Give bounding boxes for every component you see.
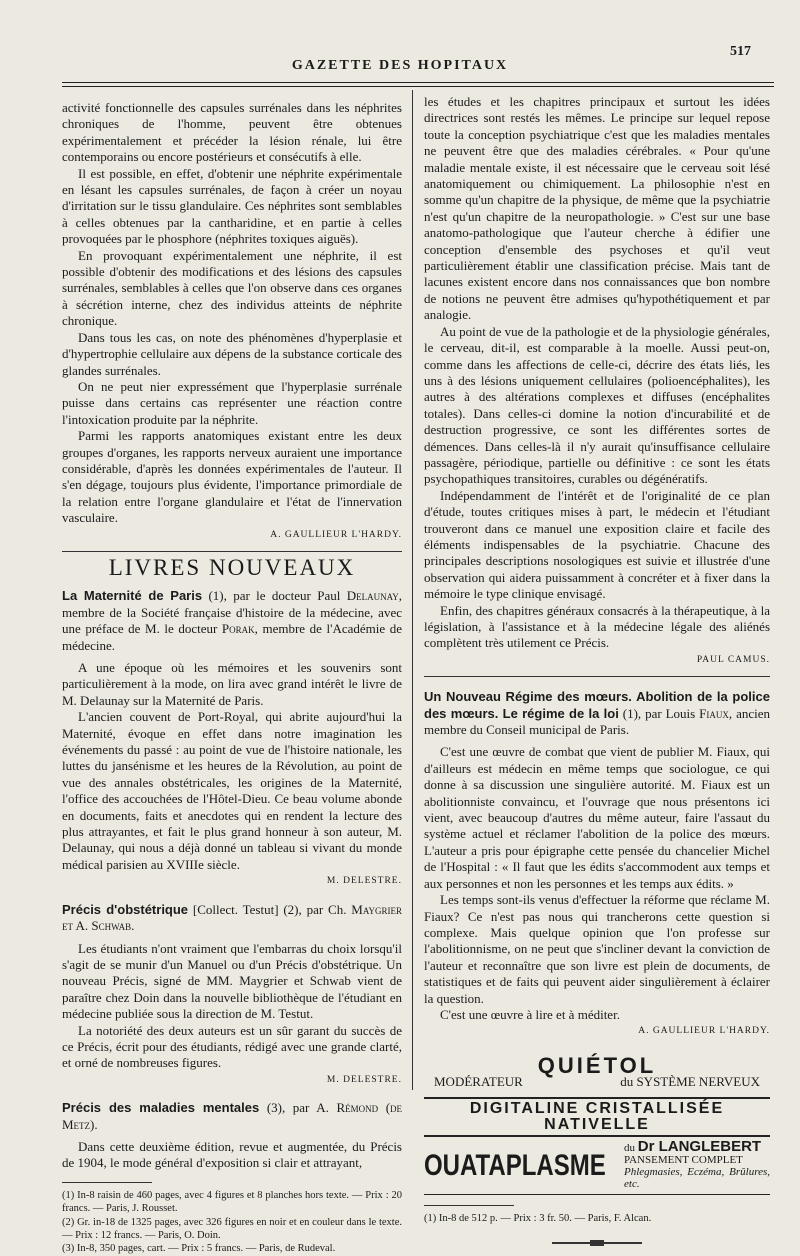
book-ref: (1), par Louis: [622, 705, 696, 721]
book-title: Précis d'obstétrique: [62, 901, 189, 917]
book-ref: [Collect. Testut] (2), par Ch.: [192, 901, 347, 917]
book-heading: [62, 1100, 402, 1133]
book-author: Delaunay,: [346, 588, 403, 604]
footnote-rule: [62, 1182, 152, 1183]
left-column: [62, 100, 402, 1256]
ad-du: du: [624, 1142, 635, 1155]
paragraph: Dans tous les cas, on note des phénomènes d'hyperplasie et d'hypertrophie cellulaire aux dépens de la substance corticale des glandes surrénales.: [62, 329, 402, 378]
paragraph: Enfin, des chapitres généraux consacrés à la thérapeutique, à la législation, à l'assistance et à la médecine légale des aliénés complètent très utilement ce Précis.: [424, 602, 770, 651]
right-column: [424, 94, 770, 1252]
paragraph: A une époque où les mémoires et les souvenirs sont particulièrement à la mode, on lira avec grand intérêt le livre de M. Delaunay sur la Maternité de Paris.: [62, 660, 402, 708]
ad-langlebert-block: [624, 1138, 770, 1191]
page-number: 517: [730, 44, 751, 59]
signature: A. GAULLIEUR L'HARDY.: [638, 1026, 770, 1037]
book-heading: [62, 902, 402, 935]
paragraph: L'ancien couvent de Port-Royal, qui abrite aujourd'hui la Maternité, évoque en effet dans notre imagination les événements du passé : au point de vue de l'histoire nationale, les luttes du jansénisme et les heures de la Révolution, au point de vue des annales obstétricales, les origines de la Maternité, l'office des accouchées de l'Hôtel-Dieu. Ce beau volume abonde en documents, faits et anecdotes qui en rendent la lecture des plus attrayantes, et fait le plus grand honneur à son auteur, M. Delaunay, qui nous a déjà donné un tableau si vivant du monde médical parisien au XVIIIe siècle.: [62, 709, 402, 872]
paragraph: Dans cette deuxième édition, revue et augmentée, du Précis de 1904, le mode général d'exposition si clair et attrayant,: [62, 1138, 402, 1171]
book-info: membre de l'Académie de médecine.: [62, 621, 402, 653]
section-title: LIVRES NOUVEAUX: [108, 554, 356, 580]
book-author: Fiaux,: [699, 705, 733, 721]
book-preface: Porak,: [221, 621, 258, 637]
ad-moderateur: MODÉRATEUR: [434, 1074, 523, 1090]
book-ref: (3), par A.: [266, 1100, 329, 1116]
page-title: GAZETTE DES HOPITAUX: [291, 58, 509, 73]
footnote: (1) In-8 de 512 p. — Prix : 3 fr. 50. — Paris, F. Alcan.: [424, 1213, 652, 1225]
ornament: [424, 1236, 770, 1252]
paragraph: Parmi les rapports anatomiques existant entre les deux groupes d'organes, les rapports nerveux auraient une importance considérable, d'après les données expérimentales de l'auteur. Il s'en dégage, toujours plus évidente, l'importance primordiale de la relation entre l'organe glandulaire et l'état de l'innervation vasculaire.: [62, 428, 402, 526]
paragraph: Les étudiants n'ont vraiment que l'embarras du choix lorsqu'il s'agit de se munir d'un Manuel ou d'un Précis d'obstétrique. Un nouveau Précis, signé de MM. Maygrier et Schwab vient de paraître chez Doin dans la nouvelle bibliothèque de l'étudiant en médecine publiée sous la direction de M. Testut.: [62, 940, 402, 1022]
advertisement: [424, 1052, 770, 1196]
signature: PAUL CAMUS.: [696, 654, 770, 665]
paragraph: Au point de vue de la pathologie et de la physiologie générales, le cerveau, dit-il, est comparable à la moelle. Aussi peut-on, comme dans les affections de celle-ci, décrire des états liés, les uns à des lésions uniquement cellulaires (polioencéphalites), les autres à des altérations complexes et diffuses (encéphalites totales). Dans celles-ci domine la notion d'incurabilité et de destruction progressive, ce sont les différentes sortes de démences. Dans celles-là il n'y aurait qu'insuffisance cellulaire passagère, périodique, partielle ou définitive : ce sont les états psychopathiques transitoires, curables ou dégénératifs.: [424, 323, 770, 487]
ad-systeme: du SYSTÈME NERVEUX: [620, 1074, 760, 1090]
book-info: membre de la Société française d'histoire de la médecine, avec une préface de M. le docteur: [62, 604, 402, 637]
paragraph: C'est une œuvre de combat que vient de publier M. Fiaux, qui d'ailleurs est médecin en même temps que sociologue, ce qui donne à sa discussion une singulière autorité. M. Fiaux est un abolitionniste convaincu, et l'ouvrage que nous présentons ici vient, avec beaucoup d'autres du même auteur, faire l'assaut du système actuel et réclamer l'abolition de la police des mœurs. L'auteur a pris pour épigraphe cette pensée du chancelier Michel de l'Hospital : « Il faut que les édits s'accommodent aux temps et aux personnes et non les personnes et les temps aux édits. »: [424, 744, 770, 891]
footnote: (1) In-8 raisin de 460 pages, avec 4 figures et 8 planches hors texte. — Prix : 20 francs. — Paris, J. Rousset.: [62, 1189, 402, 1215]
book-title: Précis des maladies mentales: [62, 1100, 260, 1116]
book-heading: [62, 588, 402, 654]
signature: M. DELESTRE.: [326, 1074, 402, 1085]
paragraph: Indépendamment de l'intérêt et de l'originalité de ce plan d'étude, toutes critiques mises à part, le médecin et l'étudiant trouveront dans ce manuel une exposition claire et facile des éléments indispensables de la psychiatrie. Chacune des principales descriptions nosologiques est suivie et illustrée d'une observation qui aidera puissamment à concréter et à fixer dans la mémoire le type clinique envisagé.: [424, 487, 770, 602]
ad-uses: Phlegmasies, Eczéma, Brûlures, etc.: [624, 1166, 770, 1191]
ad-pansement: PANSEMENT COMPLET: [624, 1154, 743, 1167]
header-rule: [62, 82, 774, 87]
book-heading: [424, 689, 770, 738]
ornament-rule-icon: [552, 1240, 642, 1246]
footnote-rule: [424, 1205, 514, 1206]
paragraph: activité fonctionnelle des capsules surrénales dans les néphrites chroniques de l'homme, peuvent être obtenues expérimentalement et précéder la lésion rénale, lui être contemporains ou encore postérieurs et consécutifs à elle.: [62, 100, 402, 165]
footnote: (2) Gr. in-18 de 1325 pages, avec 326 figures en noir et en couleur dans le texte. — Prix : 12 francs. — Paris, O. Doin.: [62, 1216, 402, 1241]
ad-ouataplasme: OUATAPLASME: [424, 1148, 606, 1182]
signature: A. GAULLIEUR L'HARDY.: [270, 529, 402, 540]
book-author: Maygrier et A. Schwab.: [62, 901, 403, 934]
paragraph: On ne peut nier expressément que l'hyperplasie surrénale puisse dans certains cas représenter une réaction contre l'intoxication produite par la néphrite.: [62, 378, 402, 427]
book-title: Un Nouveau Régime des mœurs. Abolition de la police des mœurs. Le régime de la loi: [424, 689, 770, 721]
signature: M. DELESTRE.: [326, 876, 402, 887]
paragraph: La notoriété des deux auteurs est un sûr garant du succès de ce Précis, écrit pour des étudiants, rédigé avec une grande clarté, et orné de nombreuses figures.: [62, 1022, 402, 1071]
ad-digitaline: DIGITALINE CRISTALLISÉE NATIVELLE: [424, 1097, 770, 1138]
paragraph: Les temps sont-ils venus d'effectuer la réforme que réclame M. Fiaux? Ce n'est pas nous qui trancherons cette question si complexe. Mais quelque opinion que l'on professe sur l'abolitionnisme, on ne peut que s'incliner devant la conviction de l'auteur et reconnaître que son livre est plein de documents, de statistiques et de faits qui peuvent aider singulièrement à éclairer la question.: [424, 892, 770, 1006]
book-author: Rémond (de Metz).: [62, 1100, 403, 1132]
book-title: La Maternité de Paris: [62, 588, 203, 604]
section-rule: [62, 551, 402, 552]
paragraph: C'est une œuvre à lire et à méditer.: [440, 1006, 620, 1022]
ad-quietol: QUIÉTOL: [537, 1052, 657, 1078]
column-separator: [412, 90, 413, 1090]
paragraph: Il est possible, en effet, d'obtenir une néphrite expérimentale en lésant les capsules surrénales, de façon à créer un noyau d'irritation sur le tissu glandulaire. Ces néphrites sont semblables à celles obtenues par la cantharidine, et en partie à celles provoquées par le phosphore (néphrites toxiques aiguës).: [62, 165, 402, 247]
book-info: ancien membre du Conseil municipal de Paris.: [424, 705, 771, 738]
paragraph: En provoquant expérimentalement une néphrite, il est possible d'obtenir des modifications et des lésions des capsules surrénales, semblables à celles que l'on observe dans ces organes à sécrétion interne, chez des individus atteints de néphrite chronique.: [62, 247, 402, 329]
footnote: (3) In-8, 350 pages, cart. — Prix : 5 francs. — Paris, de Rudeval.: [62, 1243, 336, 1255]
ad-langlebert: Dr LANGLEBERT: [637, 1138, 762, 1156]
book-ref: (1), par le docteur Paul: [208, 588, 341, 604]
section-rule: [424, 676, 770, 677]
ad-ouataplasme-block: [424, 1138, 770, 1195]
paragraph: les études et les chapitres principaux et surtout les idées directrices sont restés les mêmes. Le principe sur lequel repose toute la conception psychiatrique c'est que les maladies mentales ne peuvent être que des maladies cérébrales. « Pour qu'une maladie mentale existe, il est nécessaire que le cerveau soit lésé anatomiquement ou chimiquement. La philosophie n'est en somme qu'un chapitre de la physique, de même que la psychiatrie n'est qu'un chapitre de la neuropathologie. » C'est sur une base anatomo-pathologique que l'auteur cherche à édifier une conception d'ensemble des psychoses et qu'il veut particulièrement établir une classification précise. Mais tant de lacunes existent encore dans nos connaissances que bon nombre de notions ne peuvent être admises qu'hypothétiquement et par analogie.: [424, 94, 770, 323]
